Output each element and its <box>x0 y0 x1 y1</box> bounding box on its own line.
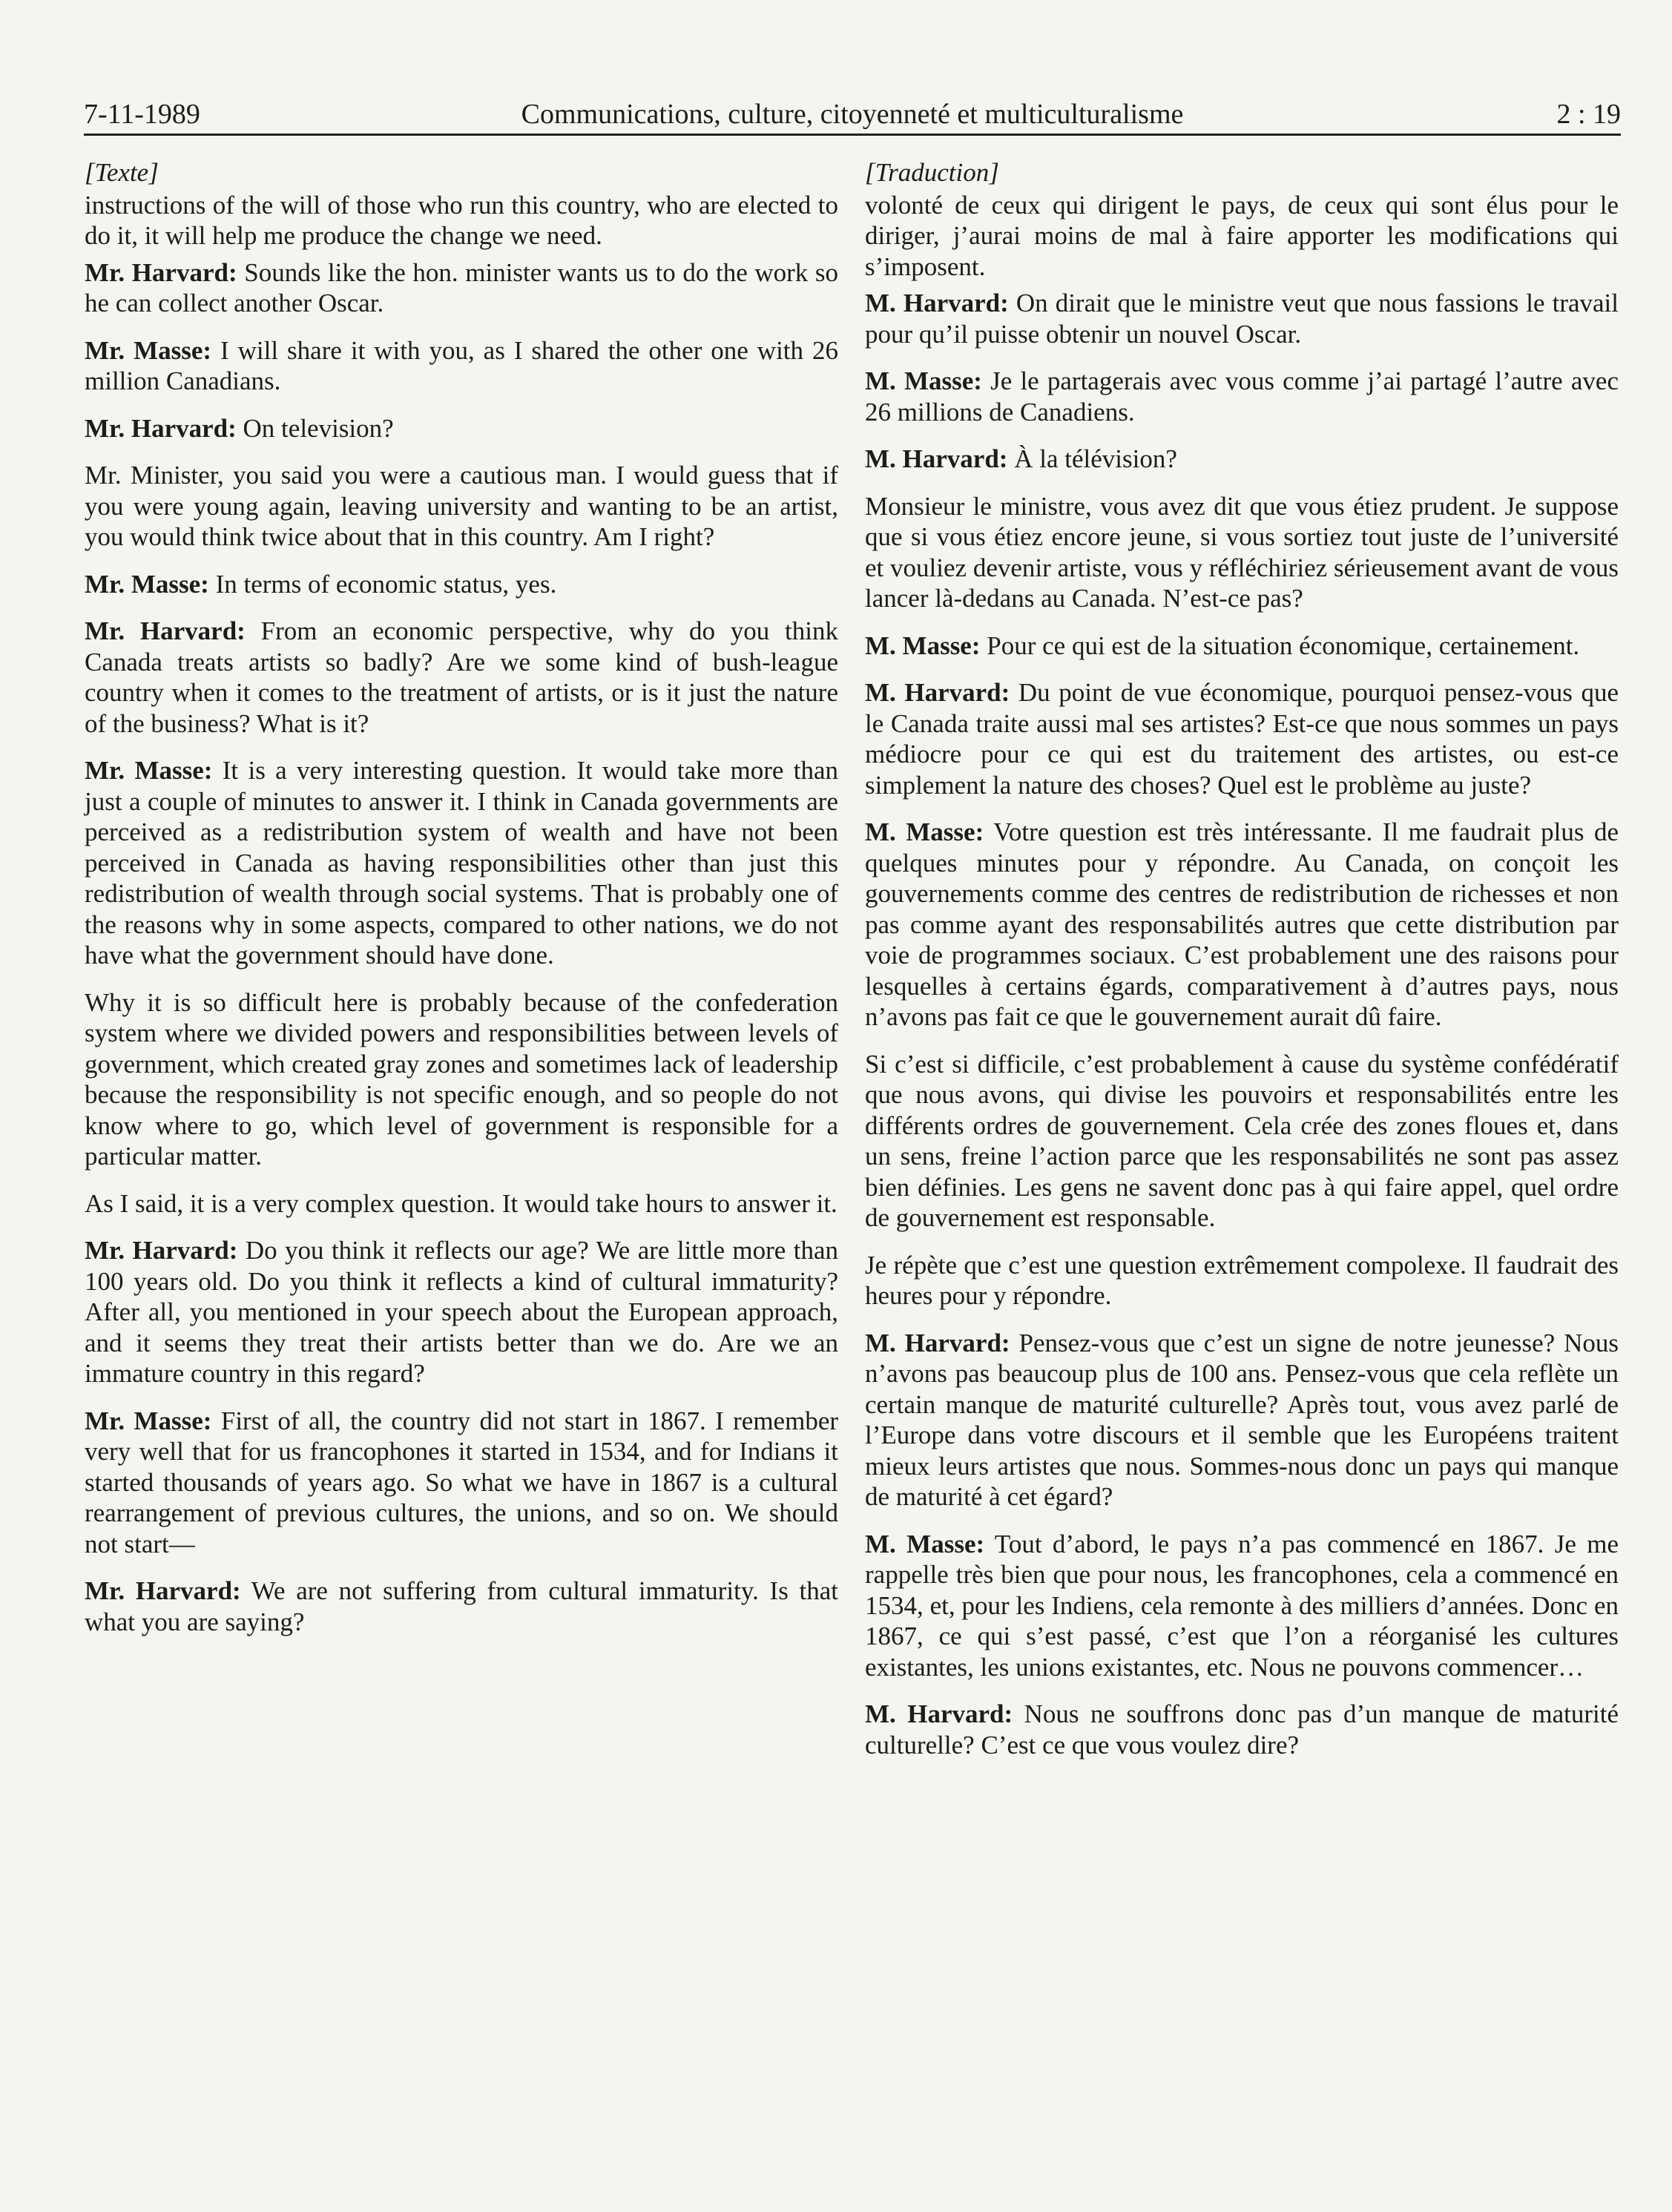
paragraph-text: Je le partagerais avec vous comme j’ai partagé l’autre avec 26 millions de Canadiens. <box>865 366 1619 427</box>
paragraph <box>85 1576 838 1637</box>
paragraph <box>85 257 838 319</box>
header-page-number: 2 : 19 <box>1556 99 1621 130</box>
paragraph-text: Monsieur le ministre, vous avez dit que vous étiez prudent. Je suppose que si vous étiez encore jeune, si vous sortiez tout juste de l’université et vouliez devenir artiste, vous y réfléchiriez sérieusement avant de vous lancer là-dedans au Canada. N’est-ce pas? <box>865 491 1619 613</box>
paragraph <box>85 987 838 1172</box>
paragraph-text: À la télévision? <box>1007 444 1177 473</box>
french-column <box>865 157 1619 1777</box>
paragraph-text: Je répète que c’est une question extrêmement compolexe. Il faudrait des heures pour y répondre. <box>865 1250 1619 1310</box>
paragraph-text: Pensez-vous que c’est un signe de notre jeunesse? Nous n’avons pas beaucoup plus de 100 ans. Pensez-vous que cela reflète un certain manque de maturité culturelle? Après tout, vous avez parlé de l’Europe dans votre discours et il semble que les Européens traitent mieux leurs artistes que nous. Sommes-nous donc un pays qui manque de maturité à cet égard? <box>865 1328 1619 1511</box>
speaker-name: M. Masse: <box>865 1529 985 1558</box>
speaker-name: Mr. Masse: <box>85 1406 212 1435</box>
speaker-name: M. Masse: <box>865 817 984 846</box>
paragraph-text: Nous ne souffrons donc pas d’un manque de maturité culturelle? C’est ce que vous voulez dire? <box>865 1699 1619 1760</box>
paragraph <box>865 366 1619 427</box>
paragraph <box>865 491 1619 614</box>
paragraph <box>865 1529 1619 1683</box>
paragraph <box>865 444 1619 475</box>
paragraph <box>865 1250 1619 1311</box>
paragraph <box>85 190 838 251</box>
english-column <box>85 157 838 1653</box>
speaker-name: Mr. Harvard: <box>85 1236 238 1265</box>
paragraph <box>85 1188 838 1219</box>
paragraph <box>865 1328 1619 1512</box>
speaker-name: M. Harvard: <box>865 1699 1013 1728</box>
header-title: Communications, culture, citoyenneté et multiculturalisme <box>521 99 1184 130</box>
speaker-name: Mr. Harvard: <box>85 1576 241 1605</box>
paragraph-text: In terms of economic status, yes. <box>208 569 557 599</box>
paragraph-text: I will share it with you, as I shared the other one with 26 million Canadians. <box>85 335 838 395</box>
paragraph-text: First of all, the country did not start in 1867. I remember very well that for us francophones it started in 1534, and for Indians it started thousands of years ago. So what we have in 1867 is a cultural rearrangement of previous cultures, the unions, and so on. We should not start— <box>85 1406 839 1558</box>
page-header <box>84 95 1621 136</box>
paragraph-text: We are not suffering from cultural immaturity. Is that what you are saying? <box>85 1576 838 1636</box>
paragraph <box>85 460 838 553</box>
paragraph-text: Why it is so difficult here is probably because of the confederation system where we divided powers and responsibilities between levels of government, which created gray zones and sometimes lack of leadership because the responsibility is not specific enough, and so people do not know where to go, which level of government is responsible for a particular matter. <box>85 987 838 1171</box>
paragraph-text: Du point de vue économique, pourquoi pensez-vous que le Canada traite aussi mal ses artistes? Est-ce que nous sommes un pays médiocre pour ce qui est du traitement des artistes, ou est-ce simplement la nature des choses? Quel est le problème au juste? <box>865 678 1619 800</box>
paragraph-text: It is a very interesting question. It would take more than just a couple of minutes to answer it. I think in Canada governments are perceived as a redistribution system of wealth and have not been perceived in Canada as having responsibilities other than just this redistribution of wealth through social systems. That is probably one of the reasons why in some aspects, compared to other nations, we do not have what the government should have done. <box>85 756 839 970</box>
paragraph <box>865 677 1619 800</box>
paragraph-text: Pour ce qui est de la situation économique, certainement. <box>980 631 1580 660</box>
paragraph <box>865 1699 1619 1760</box>
paragraph-text: Votre question est très intéressante. Il me faudrait plus de quelques minutes pour y répondre. Au Canada, on conçoit les gouvernements comme des centres de redistribution de richesses et non pas comme ayant des responsabilités autres que cette distribution par voie de programmes sociaux. C’est probablement une des raisons pour lesquelles à certains égards, comparativement à d’autres pays, nous n’avons pas fait ce que le gouvernement aurait dû faire. <box>865 817 1619 1031</box>
speaker-name: M. Masse: <box>865 631 981 660</box>
speaker-name: M. Harvard: <box>865 444 1008 473</box>
paragraph <box>85 755 838 971</box>
paragraph-text: Do you think it reflects our age? We are little more than 100 years old. Do you think it reflects a kind of cultural immaturity? After all, you mentioned in your speech about the European approach, and it seems they treat their artists better than we do. Are we an immature country in this regard? <box>85 1236 838 1388</box>
column-label: [Traduction] <box>865 158 999 187</box>
paragraph-text: On dirait que le ministre veut que nous fassions le travail pour qu’il puisse obtenir un nouvel Oscar. <box>865 289 1619 349</box>
speaker-name: Mr. Masse: <box>85 335 212 365</box>
paragraph-text: On television? <box>236 413 394 443</box>
column-label: [Texte] <box>85 158 159 187</box>
paragraph-text: Si c’est si difficile, c’est probablement à cause du système confédératif que nous avons, qui divise les pouvoirs et responsabilités entre les différents ordres de gouvernement. Cela crée des zones floues et, dans un sens, freine l’action parce que les responsabilités ne sont pas assez bien définies. Les gens ne savent donc pas à qui faire appel, quel ordre de gouvernement est responsable. <box>865 1049 1619 1232</box>
paragraph-text: volonté de ceux qui dirigent le pays, de ceux qui sont élus pour le diriger, j’aurai moins de mal à faire apporter les modifications qui s’imposent. <box>865 190 1619 281</box>
speaker-name: Mr. Masse: <box>85 569 209 599</box>
paragraph <box>865 288 1619 349</box>
paragraph-text: instructions of the will of those who run this country, who are elected to do it, it will help me produce the change we need. <box>85 190 838 250</box>
speaker-name: M. Harvard: <box>865 678 1010 707</box>
speaker-name: M. Harvard: <box>865 289 1009 317</box>
speaker-name: Mr. Harvard: <box>85 616 246 645</box>
paragraph-text: Sounds like the hon. minister wants us to do the work so he can collect another Oscar. <box>85 257 838 317</box>
paragraph <box>85 335 838 397</box>
paragraph <box>85 569 838 600</box>
paragraph <box>865 190 1619 283</box>
speaker-name: M. Harvard: <box>865 1328 1010 1357</box>
paragraph-text: Tout d’abord, le pays n’a pas commencé en 1867. Je me rappelle très bien que pour nous, les francophones, cela a commencé en 1534, et, pour les Indiens, cela remonte à des milliers d’années. Donc en 1867, ce qui s’est passé, c’est que l’on a réorganisé les cultures existantes, les unions existantes, etc. Nous ne pouvons commencer… <box>865 1529 1619 1682</box>
header-date: 7-11-1989 <box>84 99 200 130</box>
paragraph-text: From an economic perspective, why do you think Canada treats artists so badly? Are we some kind of bush-league country when it comes to the treatment of artists, or is it just the nature of the business? What is it? <box>85 616 838 738</box>
paragraph <box>85 1235 838 1389</box>
speaker-name: Mr. Masse: <box>85 756 213 785</box>
paragraph-text: Mr. Minister, you said you were a cautious man. I would guess that if you were young again, leaving university and wanting to be an artist, you would think twice about that in this country. Am I right? <box>85 461 838 551</box>
paragraph <box>865 631 1619 662</box>
paragraph <box>865 1049 1619 1234</box>
speaker-name: Mr. Harvard: <box>85 413 237 443</box>
paragraph <box>85 616 838 739</box>
speaker-name: M. Masse: <box>865 366 982 395</box>
paragraph <box>85 1406 838 1560</box>
paragraph <box>85 413 838 444</box>
paragraph-text: As I said, it is a very complex question. It would take hours to answer it. <box>85 1188 837 1218</box>
speaker-name: Mr. Harvard: <box>85 257 237 287</box>
paragraph <box>865 817 1619 1033</box>
